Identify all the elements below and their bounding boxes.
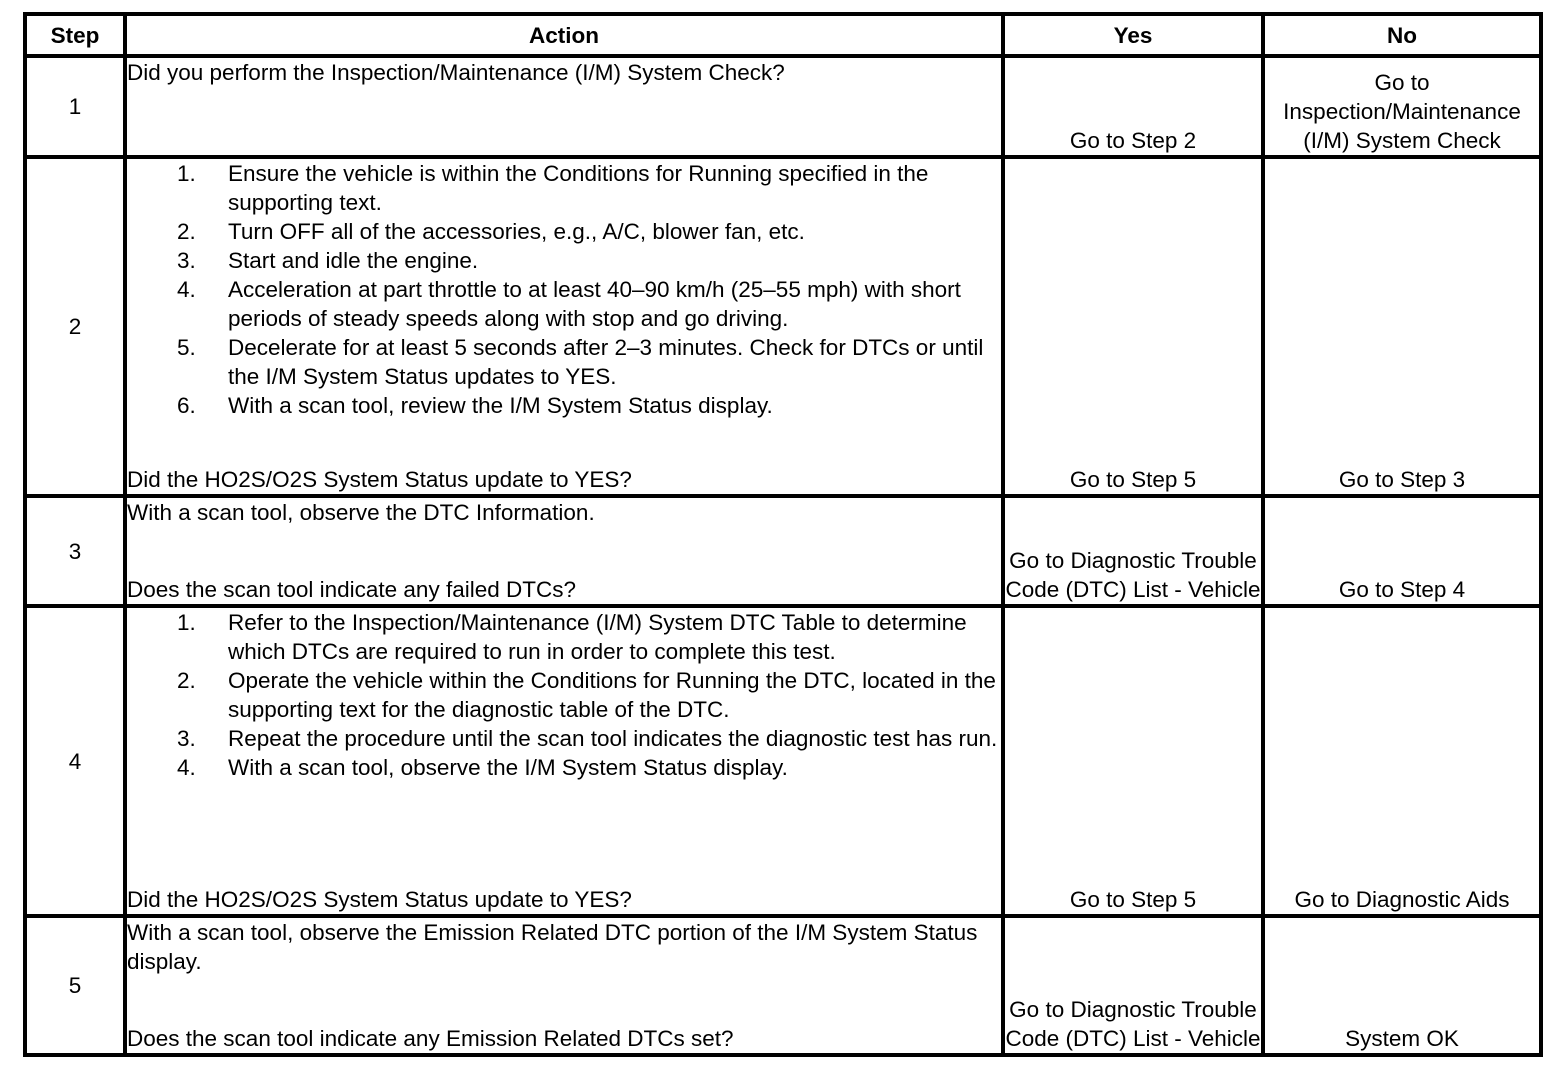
- action-instruction: With a scan tool, observe the Emission Related DTC portion of the I/M System Status display.: [127, 920, 978, 974]
- step-number: 5: [25, 916, 125, 1055]
- table-row-step-3: [25, 496, 1541, 606]
- action-cell: [125, 606, 1003, 916]
- list-item: 2. Turn OFF all of the accessories, e.g., A/C, blower fan, etc.: [177, 219, 805, 244]
- list-item: 4. With a scan tool, observe the I/M System Status display.: [177, 755, 788, 780]
- list-item: 2. Operate the vehicle within the Conditions for Running the DTC, located in the supporting text for the diagnostic table of the DTC.: [177, 668, 996, 722]
- no-result: System OK: [1263, 916, 1541, 1055]
- yes-result: Go to Step 5: [1003, 157, 1263, 496]
- no-result: Go to Diagnostic Aids: [1263, 606, 1541, 916]
- no-result: Go to Inspection/Maintenance (I/M) System Check: [1263, 56, 1541, 157]
- list-item: 1. Refer to the Inspection/Maintenance (I/M) System DTC Table to determine which DTCs are required to run in order to complete this test.: [177, 610, 967, 664]
- yes-result: Go to Step 5: [1003, 606, 1263, 916]
- list-item: 3. Repeat the procedure until the scan tool indicates the diagnostic test has run.: [177, 726, 998, 751]
- no-result: Go to Step 4: [1263, 496, 1541, 606]
- header-yes: Yes: [1003, 14, 1263, 56]
- list-item: 5. Decelerate for at least 5 seconds after 2–3 minutes. Check for DTCs or until the I/M System Status updates to YES.: [177, 335, 984, 389]
- header-action: Action: [125, 14, 1003, 56]
- yes-result: Go to Diagnostic Trouble Code (DTC) List - Vehicle: [1003, 916, 1263, 1055]
- list-item: 1. Ensure the vehicle is within the Conditions for Running specified in the supporting text.: [177, 161, 929, 215]
- action-cell: [125, 56, 1003, 157]
- action-question: Does the scan tool indicate any failed DTCs?: [127, 577, 576, 602]
- table-row-step-5: [25, 916, 1541, 1055]
- step-number: 1: [25, 56, 125, 157]
- action-question: Did the HO2S/O2S System Status update to YES?: [127, 887, 632, 912]
- action-question: Did the HO2S/O2S System Status update to YES?: [127, 467, 632, 492]
- table-row-step-1: [25, 56, 1541, 157]
- header-row: [25, 14, 1541, 56]
- table-row-step-2: [25, 157, 1541, 496]
- step-number: 2: [25, 157, 125, 496]
- no-result: Go to Step 3: [1263, 157, 1541, 496]
- diagnostic-table: [23, 12, 1543, 1057]
- yes-result: Go to Diagnostic Trouble Code (DTC) List - Vehicle: [1003, 496, 1263, 606]
- header-step: Step: [25, 14, 125, 56]
- list-item: 4. Acceleration at part throttle to at least 40–90 km/h (25–55 mph) with short periods of steady speeds along with stop and go driving.: [177, 277, 961, 331]
- step-number: 3: [25, 496, 125, 606]
- procedure-list: [127, 159, 1001, 420]
- list-item: 3. Start and idle the engine.: [177, 248, 479, 273]
- action-question: Does the scan tool indicate any Emission Related DTCs set?: [127, 1026, 734, 1051]
- action-cell: [125, 157, 1003, 496]
- action-cell: [125, 916, 1003, 1055]
- header-no: No: [1263, 14, 1541, 56]
- step-number: 4: [25, 606, 125, 916]
- action-cell: [125, 496, 1003, 606]
- table-row-step-4: [25, 606, 1541, 916]
- procedure-list: [127, 608, 1001, 782]
- action-instruction: With a scan tool, observe the DTC Information.: [127, 500, 595, 525]
- action-question: Did you perform the Inspection/Maintenance (I/M) System Check?: [127, 60, 785, 85]
- list-item: 6. With a scan tool, review the I/M System Status display.: [177, 393, 773, 418]
- yes-result: Go to Step 2: [1003, 56, 1263, 157]
